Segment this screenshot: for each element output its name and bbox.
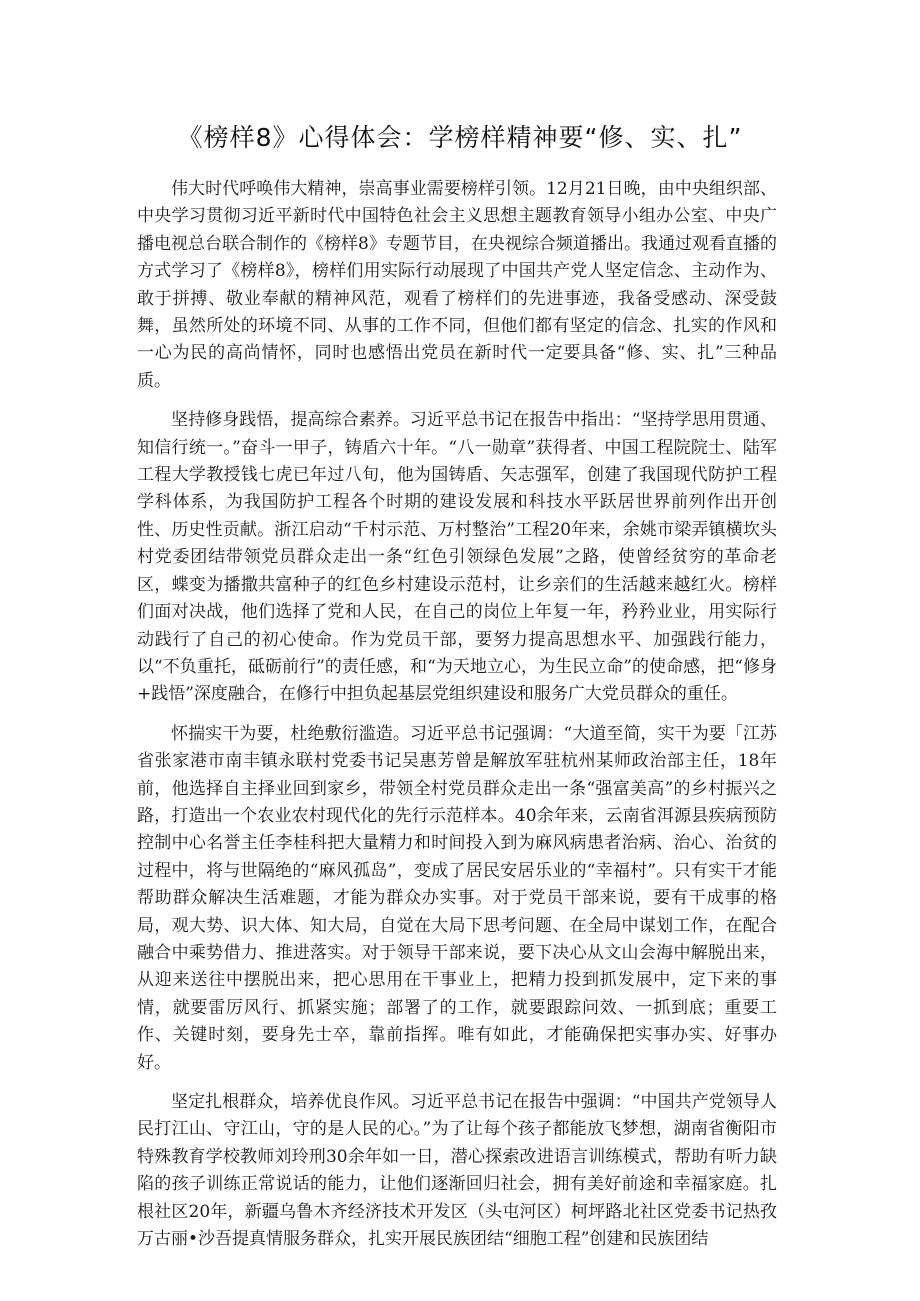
document-body: [137, 176, 777, 1265]
document-title: 《榜样8》心得体会：学榜样精神要“修、实、扎”: [177, 123, 743, 152]
paragraph-intro: 伟大时代呼唤伟大精神，崇高事业需要榜样引领。12月21日晚，由中央组织部、中央学习贯彻习近平新时代中国特色社会主义思想主题教育领导小组办公室、中央广播电视总台联合制作的《榜样8》专题节目，在央视综合频道播出。我通过观看直播的方式学习了《榜样8》，榜样们用实际行动展现了中国共产党人坚定信念、主动作为、敢于拼搏、敬业奉献的精神风范，观看了榜样们的先进事迹，我备受感动、深受鼓舞，虽然所处的环境不同、从事的工作不同，但他们都有坚定的信念、扎实的作风和一心为民的高尚情怀，同时也感悟出党员在新时代一定要具备“修、实、扎”三种品质。: [137, 179, 777, 391]
paragraph-shi: 怀揣实干为要，杜绝敷衍滥造。习近平总书记强调：“大道至简，实干为要「江苏省张家港市南丰镇永联村党委书记吴惠芳曾是解放军驻杭州某师政治部主任，18年前，他选择自主择业回到家乡，带领全村党员群众走出一条“强富美高”的乡村振兴之路，打造出一个农业农村现代化的先行示范样本。40余年来，云南省洱源县疾病预防控制中心名誉主任李桂科把大量精力和时间投入到为麻风病患者治病、治心、治贫的过程中，将与世隔绝的“麻风孤岛”，变成了居民安居乐业的“幸福村”。只有实干才能帮助群众解决生活难题，才能为群众办实事。对于党员干部来说，要有干成事的格局，观大势、识大体、知大局，自觉在大局下思考问题、在全局中谋划工作，在配合融合中乘势借力、推进落实。对于领导干部来说，要下决心从文山会海中解脱出来，从迎来送往中摆脱出来，把心思用在干事业上，把精力投到抓发展中，定下来的事情，就要雷厉风行、抓紧实施；部署了的工作，就要跟踪问效、一抓到底；重要工作、关键时刻，要身先士卒，靠前指挥。唯有如此，才能确保把实事办实、好事办好。: [137, 723, 777, 1073]
paragraph-zha: 坚定扎根群众，培养优良作风。习近平总书记在报告中强调：“中国共产党领导人民打江山、守江山，守的是人民的心。”为了让每个孩子都能放飞梦想，湖南省衡阳市特殊教育学校教师刘玲刑30余年如一日，潜心探索改进语言训练模式，帮助有听力缺陷的孩子训练正常说话的能力，让他们逐渐回归社会，拥有美好前途和幸福家庭。扎根社区20年，新疆乌鲁木齐经济技术开发区（头屯河区）柯坪路北社区党委书记热孜万古丽•沙吾提真情服务群众，扎实开展民族团结“细胞工程”创建和民族团结: [137, 1092, 777, 1250]
paragraph-xiu: 坚持修身践悟，提高综合素养。习近平总书记在报告中指出：“坚持学思用贯通、知信行统一。”奋斗一甲子，铸盾六十年。“八一勋章”获得者、中国工程院院士、陆军工程大学教授钱七虎已年过八旬，他为国铸盾、矢志强军，创建了我国现代防护工程学科体系，为我国防护工程各个时期的建设发展和科技水平跃居世界前列作出开创性、历史性贡献。浙江启动“千村示范、万村整治”工程20年来，余姚市梁弄镇横坎头村党委团结带领党员群众走出一条“红色引领绿色发展”之路，使曾经贫穷的革命老区，蝶变为播撒共富种子的红色乡村建设示范村，让乡亲们的生活越来越红火。榜样们面对决战，他们选择了党和人民，在自己的岗位上年复一年，矜矜业业，用实际行动践行了自己的初心使命。作为党员干部，要努力提高思想水平、加强践行能力，以“不负重托，砥砺前行”的责任感，和“为天地立心，为生民立命”的使命感，把“修身+践悟”深度融合，在修行中担负起基层党组织建设和服务广大党员群众的重任。: [137, 410, 777, 705]
